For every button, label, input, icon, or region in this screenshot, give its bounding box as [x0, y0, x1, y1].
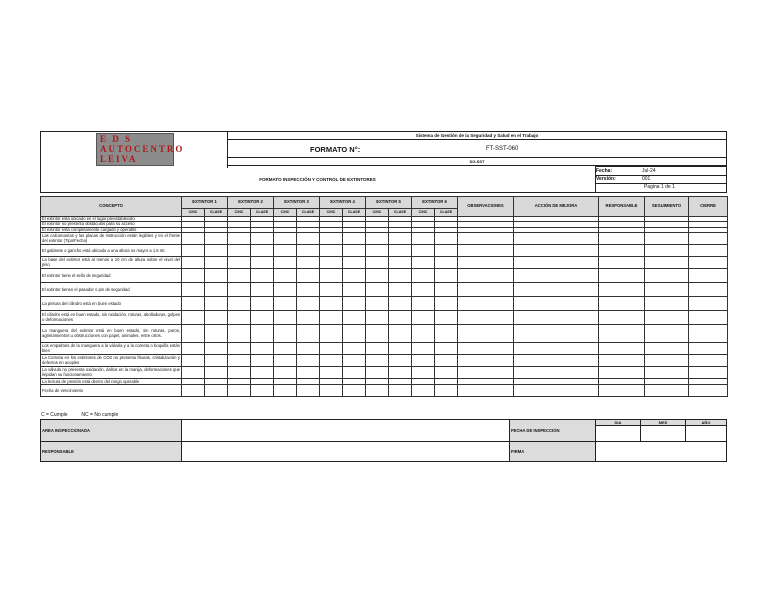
row-cell[interactable] [343, 257, 366, 269]
row-cell[interactable] [274, 269, 297, 283]
row-cell[interactable] [366, 385, 389, 397]
row-cell[interactable] [251, 283, 274, 297]
format-code: FT-SST-060 [486, 146, 519, 152]
row-concept: La Corneta en los extintores de CO2 no presenta fisuras, cristalización y defectos en acoples [42, 355, 180, 365]
row-cell[interactable] [366, 325, 389, 343]
row-cell[interactable] [228, 283, 251, 297]
inspection-rows [41, 217, 728, 397]
format-label: FORMATO N°: [310, 145, 361, 154]
row-cell[interactable] [343, 269, 366, 283]
row-cell[interactable] [343, 325, 366, 343]
table-row [41, 311, 728, 325]
row-cell[interactable] [514, 311, 599, 325]
row-cell[interactable] [251, 297, 274, 311]
row-cell[interactable] [366, 245, 389, 257]
row-cell[interactable] [297, 311, 320, 325]
row-cell[interactable] [599, 343, 645, 355]
row-cell[interactable] [435, 311, 458, 325]
page-number: Pagina 1 de 1 [644, 184, 675, 190]
row-cell[interactable] [343, 283, 366, 297]
row-cell[interactable] [689, 269, 728, 283]
row-cell[interactable] [458, 385, 514, 397]
row-cell[interactable] [205, 257, 228, 269]
meta-divider-2 [595, 183, 727, 184]
row-cell[interactable] [412, 297, 435, 311]
logo-cell [40, 131, 228, 168]
row-cell[interactable] [689, 311, 728, 325]
row-cell[interactable] [274, 297, 297, 311]
row-cell[interactable] [320, 385, 343, 397]
row-cell[interactable] [435, 355, 458, 367]
row-cell[interactable] [320, 343, 343, 355]
row-cell[interactable] [689, 367, 728, 379]
row-cell[interactable] [228, 245, 251, 257]
row-cell[interactable] [645, 269, 689, 283]
row-cell[interactable] [205, 233, 228, 245]
row-cell[interactable] [320, 269, 343, 283]
row-cell[interactable] [412, 385, 435, 397]
row-cell[interactable] [366, 297, 389, 311]
row-cell[interactable] [251, 367, 274, 379]
dia-input[interactable] [595, 425, 641, 442]
anio-label: AÑO [685, 419, 727, 426]
col-clase: CLASE [205, 209, 228, 217]
system-title: Sistema de Gestión de la Seguridad y Salud en el Trabajo [227, 131, 727, 140]
row-cell[interactable] [599, 297, 645, 311]
row-cell[interactable] [458, 257, 514, 269]
row-cell[interactable] [435, 367, 458, 379]
row-cell[interactable] [514, 297, 599, 311]
row-cell[interactable] [320, 233, 343, 245]
table-row [41, 233, 728, 245]
row-cell[interactable] [228, 325, 251, 343]
row-cell[interactable] [599, 311, 645, 325]
row-cell[interactable] [320, 257, 343, 269]
row-cell[interactable] [412, 367, 435, 379]
row-cell[interactable] [274, 311, 297, 325]
row-cell[interactable] [366, 367, 389, 379]
row-cell[interactable] [343, 385, 366, 397]
row-cell[interactable] [689, 245, 728, 257]
responsable-label: RESPONSABLE [40, 441, 182, 462]
row-cell[interactable] [343, 355, 366, 367]
row-cell[interactable] [435, 245, 458, 257]
fecha-label: Fecha: [596, 168, 613, 174]
meta-divider-1 [595, 175, 727, 176]
row-cell[interactable] [689, 325, 728, 343]
row-cell[interactable] [366, 269, 389, 283]
col-clase: CLASE [251, 209, 274, 217]
row-cell[interactable] [645, 283, 689, 297]
col-cnc: C/NC [182, 209, 205, 217]
col-clase: CLASE [389, 209, 412, 217]
row-cell[interactable] [228, 297, 251, 311]
logo-line-1: E D S [100, 134, 133, 144]
col-extintor-3: EXTINTOR 3 [274, 197, 320, 209]
row-concept: El extintor tiene el sello de seguridad [41, 269, 182, 283]
row-cell[interactable] [297, 385, 320, 397]
row-cell[interactable] [228, 385, 251, 397]
row-cell[interactable] [514, 257, 599, 269]
row-cell[interactable] [343, 245, 366, 257]
row-cell[interactable] [645, 257, 689, 269]
row-cell[interactable] [343, 233, 366, 245]
row-cell[interactable] [514, 325, 599, 343]
row-cell[interactable] [274, 245, 297, 257]
row-cell[interactable] [182, 355, 205, 367]
col-extintor-2: EXTINTOR 2 [228, 197, 274, 209]
row-cell[interactable] [182, 367, 205, 379]
row-concept: La base del extintor está al menos a 10 cm de altura sobre el nivel del piso [42, 257, 180, 267]
row-cell[interactable] [366, 257, 389, 269]
col-extintor-1: EXTINTOR 1 [182, 197, 228, 209]
row-concept: El extintor está completamente cargado y operable [41, 227, 182, 232]
row-cell[interactable] [182, 343, 205, 355]
row-cell[interactable] [251, 325, 274, 343]
col-cnc: C/NC [412, 209, 435, 217]
row-cell[interactable] [251, 269, 274, 283]
row-cell[interactable] [435, 269, 458, 283]
col-extintor-4: EXTINTOR 4 [320, 197, 366, 209]
row-cell[interactable] [251, 233, 274, 245]
row-cell[interactable] [205, 367, 228, 379]
row-cell[interactable] [435, 343, 458, 355]
row-cell[interactable] [228, 311, 251, 325]
row-cell[interactable] [320, 325, 343, 343]
row-cell[interactable] [689, 355, 728, 367]
row-cell[interactable] [599, 269, 645, 283]
row-cell[interactable] [205, 269, 228, 283]
table-row [41, 297, 728, 311]
table-row [41, 245, 728, 257]
row-concept: El extintor tienen el pasador o pin de seguridad [41, 283, 182, 297]
row-cell[interactable] [458, 233, 514, 245]
row-concept: El extintor no presenta obstáculos para su acceso [41, 222, 182, 227]
row-cell[interactable] [458, 343, 514, 355]
row-cell[interactable] [458, 297, 514, 311]
row-cell[interactable] [389, 297, 412, 311]
row-cell[interactable] [274, 233, 297, 245]
row-concept: La manguera del extintor está en buen estado, sin roturas, poros, agrietamientos u obstrucciones con papel, animales, entre otros. [41, 325, 182, 343]
row-cell[interactable] [320, 297, 343, 311]
row-cell[interactable] [251, 355, 274, 367]
row-cell[interactable] [599, 233, 645, 245]
row-cell[interactable] [251, 311, 274, 325]
row-cell[interactable] [514, 269, 599, 283]
row-cell[interactable] [389, 343, 412, 355]
col-clase: CLASE [297, 209, 320, 217]
row-cell[interactable] [458, 269, 514, 283]
table-row [41, 257, 728, 269]
row-cell[interactable] [412, 233, 435, 245]
sg-sst-label: SG-SST [227, 157, 727, 166]
row-cell[interactable] [645, 325, 689, 343]
row-cell[interactable] [205, 325, 228, 343]
row-concept: La válvula no presenta oxidación, daños en la manija, deformaciones que impidan su funcionamiento [42, 367, 180, 377]
row-cell[interactable] [458, 367, 514, 379]
row-cell[interactable] [689, 233, 728, 245]
firma-input[interactable] [595, 441, 727, 462]
version-value: 001 [642, 176, 651, 182]
row-cell[interactable] [389, 325, 412, 343]
row-cell[interactable] [412, 325, 435, 343]
fecha-value: Jul-24 [642, 168, 656, 174]
col-accion: ACCIÓN DE MEJORA [514, 197, 599, 217]
table-row [41, 367, 728, 379]
row-cell[interactable] [366, 311, 389, 325]
row-cell[interactable] [412, 311, 435, 325]
row-cell[interactable] [389, 311, 412, 325]
row-cell[interactable] [228, 269, 251, 283]
row-cell[interactable] [228, 343, 251, 355]
row-cell[interactable] [182, 325, 205, 343]
row-cell[interactable] [514, 385, 599, 397]
row-cell[interactable] [645, 343, 689, 355]
row-cell[interactable] [412, 269, 435, 283]
row-cell[interactable] [343, 297, 366, 311]
col-clase: CLASE [435, 209, 458, 217]
row-cell[interactable] [689, 283, 728, 297]
col-extintor-6: EXTINTOR 6 [412, 197, 458, 209]
row-cell[interactable] [599, 367, 645, 379]
row-cell[interactable] [343, 343, 366, 355]
row-cell[interactable] [412, 355, 435, 367]
row-concept: Las calcomanías y las placas de instrucción están legibles y en el frente del extintor (Tipo/Fecha) [42, 233, 180, 243]
col-extintor-5: EXTINTOR 5 [366, 197, 412, 209]
logo-line-3: LEIVA [100, 154, 138, 164]
row-cell[interactable] [343, 311, 366, 325]
row-cell[interactable] [645, 311, 689, 325]
row-cell[interactable] [297, 297, 320, 311]
row-cell[interactable] [645, 297, 689, 311]
row-cell[interactable] [435, 325, 458, 343]
col-cnc: C/NC [274, 209, 297, 217]
row-cell[interactable] [205, 355, 228, 367]
version-label: Versión: [596, 176, 616, 182]
row-concept: Fecha de vencimiento [41, 385, 182, 397]
row-concept: Los empalmes de la manguera a la válvula y a la corneta o boquilla están bien [42, 343, 180, 353]
table-row [41, 325, 728, 343]
row-cell[interactable] [689, 257, 728, 269]
row-cell[interactable] [205, 311, 228, 325]
row-cell[interactable] [182, 269, 205, 283]
row-cell[interactable] [689, 343, 728, 355]
row-concept: La pintura del cilindro está en buen estado [41, 297, 182, 311]
row-cell[interactable] [274, 325, 297, 343]
row-cell[interactable] [514, 343, 599, 355]
row-cell[interactable] [274, 367, 297, 379]
row-cell[interactable] [412, 283, 435, 297]
row-cell[interactable] [297, 367, 320, 379]
row-cell[interactable] [458, 245, 514, 257]
col-cnc: C/NC [228, 209, 251, 217]
col-clase: CLASE [343, 209, 366, 217]
row-cell[interactable] [297, 257, 320, 269]
row-cell[interactable] [389, 385, 412, 397]
row-cell[interactable] [645, 367, 689, 379]
table-row [41, 355, 728, 367]
row-cell[interactable] [228, 355, 251, 367]
row-cell[interactable] [205, 343, 228, 355]
row-cell[interactable] [389, 355, 412, 367]
table-row [41, 385, 728, 397]
row-cell[interactable] [599, 245, 645, 257]
row-cell[interactable] [320, 367, 343, 379]
row-cell[interactable] [389, 367, 412, 379]
row-cell[interactable] [274, 385, 297, 397]
row-concept: El extintor está ubicado en el lugar preestablecido [41, 217, 182, 222]
row-cell[interactable] [297, 245, 320, 257]
form-title: FORMATO INSPECCIÓN Y CONTROL DE EXTINTORES [259, 176, 376, 182]
row-cell[interactable] [320, 311, 343, 325]
row-cell[interactable] [514, 283, 599, 297]
row-cell[interactable] [514, 233, 599, 245]
format-row [227, 139, 727, 158]
mes-label: MES [640, 419, 686, 426]
firma-label: FIRMA [509, 441, 596, 462]
legend: C = Cumple NC = No cumple [41, 412, 119, 418]
row-cell[interactable] [458, 355, 514, 367]
row-cell[interactable] [435, 283, 458, 297]
row-cell[interactable] [599, 355, 645, 367]
row-cell[interactable] [645, 385, 689, 397]
row-cell[interactable] [182, 233, 205, 245]
row-cell[interactable] [205, 245, 228, 257]
row-cell[interactable] [689, 385, 728, 397]
row-cell[interactable] [458, 311, 514, 325]
row-cell[interactable] [274, 355, 297, 367]
row-cell[interactable] [297, 269, 320, 283]
row-cell[interactable] [320, 355, 343, 367]
row-cell[interactable] [205, 385, 228, 397]
row-cell[interactable] [599, 325, 645, 343]
fecha-inspeccion-label: FECHA DE INSPECCION [509, 419, 596, 442]
row-cell[interactable] [251, 343, 274, 355]
row-cell[interactable] [297, 283, 320, 297]
dia-label: DIA [595, 419, 641, 426]
row-cell[interactable] [205, 283, 228, 297]
row-cell[interactable] [228, 233, 251, 245]
inspection-table [40, 196, 728, 397]
table-row [41, 343, 728, 355]
row-cell[interactable] [274, 283, 297, 297]
row-cell[interactable] [274, 343, 297, 355]
col-cnc: C/NC [366, 209, 389, 217]
row-cell[interactable] [435, 297, 458, 311]
row-cell[interactable] [645, 233, 689, 245]
row-cell[interactable] [389, 257, 412, 269]
row-cell[interactable] [412, 343, 435, 355]
row-cell[interactable] [182, 297, 205, 311]
row-cell[interactable] [689, 297, 728, 311]
col-seguimiento: SEGUIMIENTO [645, 197, 689, 217]
row-cell[interactable] [182, 257, 205, 269]
row-cell[interactable] [182, 283, 205, 297]
row-cell[interactable] [645, 245, 689, 257]
row-cell[interactable] [251, 385, 274, 397]
row-cell[interactable] [389, 245, 412, 257]
row-cell[interactable] [251, 245, 274, 257]
row-cell[interactable] [514, 245, 599, 257]
row-cell[interactable] [274, 257, 297, 269]
logo-line-2: AUTOCENTRO [100, 144, 185, 154]
row-cell[interactable] [412, 245, 435, 257]
row-cell[interactable] [182, 311, 205, 325]
row-cell[interactable] [458, 325, 514, 343]
row-cell[interactable] [599, 283, 645, 297]
row-cell[interactable] [228, 257, 251, 269]
row-cell[interactable] [599, 257, 645, 269]
row-cell[interactable] [412, 257, 435, 269]
row-cell[interactable] [297, 233, 320, 245]
col-responsable: RESPONSABLE [599, 197, 645, 217]
row-cell[interactable] [182, 245, 205, 257]
area-label: AREA INSPECCIONADA [40, 419, 182, 442]
row-cell[interactable] [297, 325, 320, 343]
row-cell[interactable] [435, 233, 458, 245]
row-concept: El cilindro está en buen estado, sin oxidación, roturas, abolladuras, golpes o deformaciones [41, 311, 182, 325]
row-cell[interactable] [320, 283, 343, 297]
row-cell[interactable] [435, 385, 458, 397]
mes-input[interactable] [640, 425, 686, 442]
row-cell[interactable] [228, 367, 251, 379]
row-cell[interactable] [366, 283, 389, 297]
area-input[interactable] [181, 419, 510, 442]
col-observaciones: OBSERVACIONES [458, 197, 514, 217]
col-concepto: CONCEPTO [41, 197, 182, 217]
responsable-input[interactable] [181, 441, 510, 462]
col-cierre: CIERRE [689, 197, 728, 217]
row-cell[interactable] [182, 385, 205, 397]
row-cell[interactable] [389, 233, 412, 245]
row-cell[interactable] [514, 355, 599, 367]
row-cell[interactable] [343, 367, 366, 379]
row-cell[interactable] [435, 257, 458, 269]
row-cell[interactable] [297, 343, 320, 355]
row-concept: El gabinete o gancho está ubicado a una altura no mayor a 1.5 mt. [41, 245, 182, 257]
row-cell[interactable] [389, 269, 412, 283]
row-cell[interactable] [366, 355, 389, 367]
row-cell[interactable] [458, 283, 514, 297]
row-cell[interactable] [599, 385, 645, 397]
table-row [41, 283, 728, 297]
row-cell[interactable] [366, 343, 389, 355]
row-cell[interactable] [389, 283, 412, 297]
row-concept: La lectura de presión está dentro del rango operable [41, 379, 182, 385]
row-cell[interactable] [205, 297, 228, 311]
row-cell[interactable] [251, 257, 274, 269]
row-cell[interactable] [645, 355, 689, 367]
col-cnc: C/NC [320, 209, 343, 217]
table-row [41, 269, 728, 283]
row-cell[interactable] [297, 355, 320, 367]
row-cell[interactable] [514, 367, 599, 379]
row-cell[interactable] [366, 233, 389, 245]
row-cell[interactable] [320, 245, 343, 257]
anio-input[interactable] [685, 425, 727, 442]
